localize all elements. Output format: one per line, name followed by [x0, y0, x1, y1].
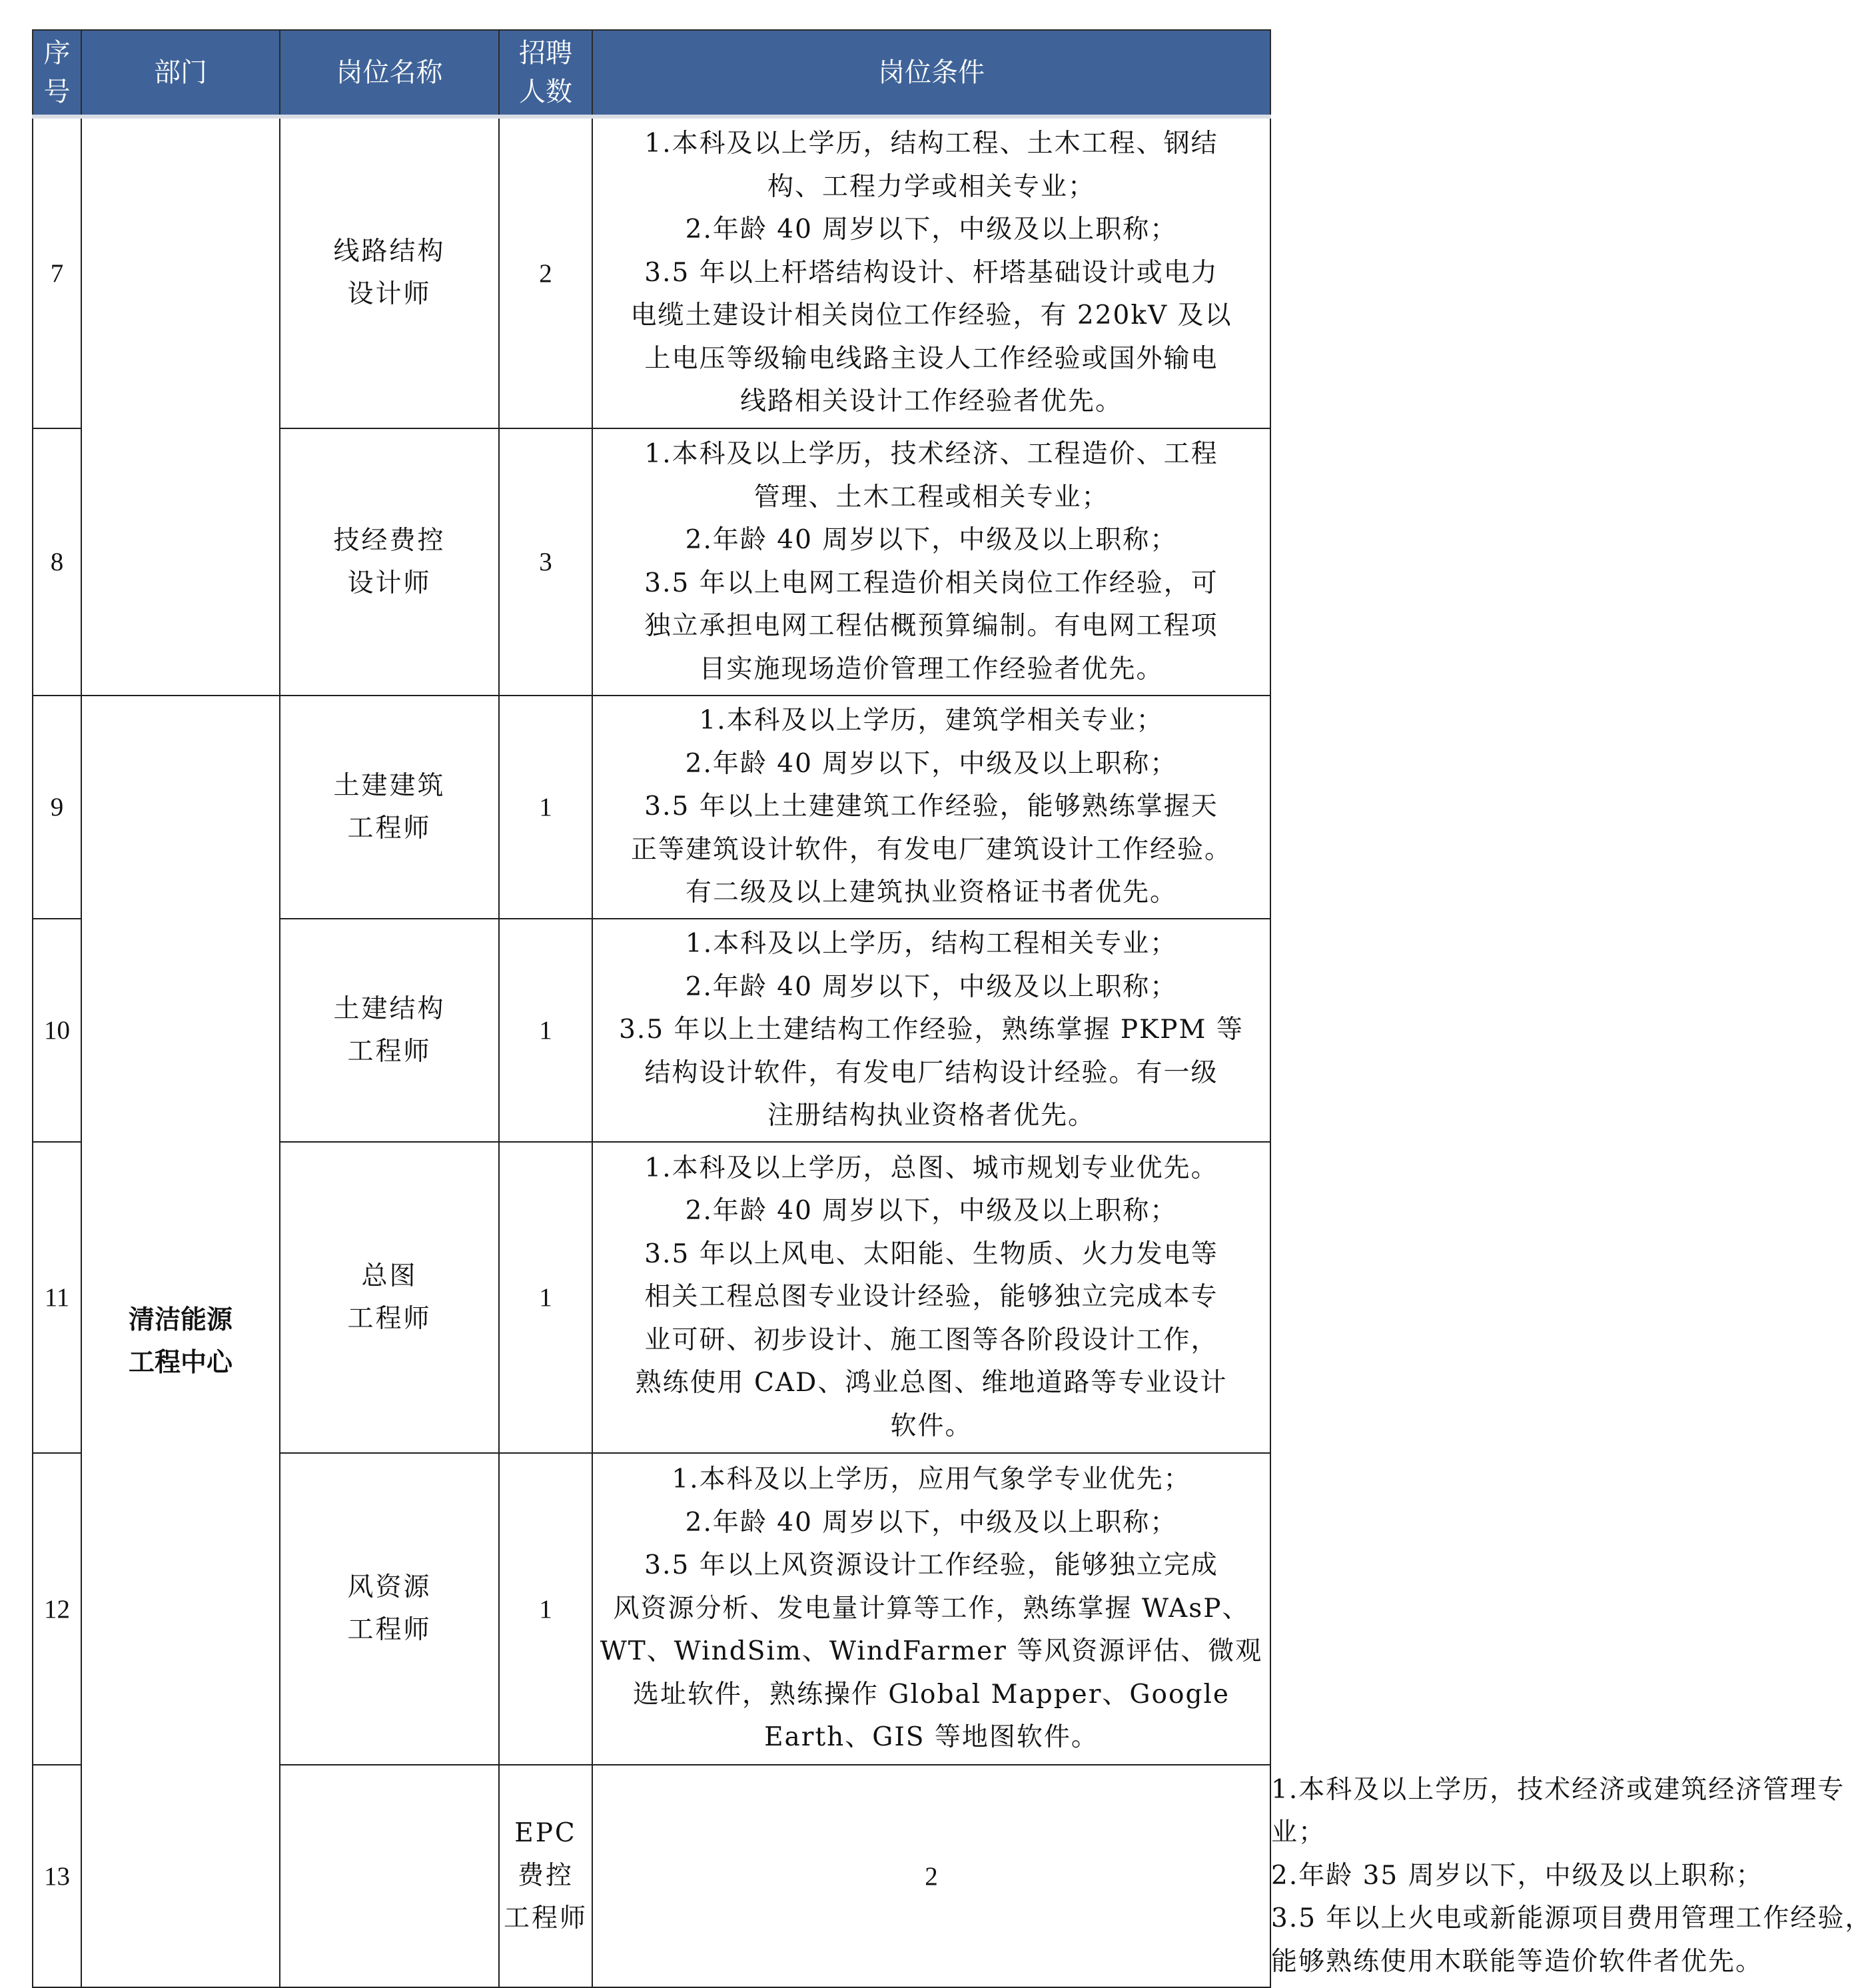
table-row: [33, 117, 1270, 428]
header-position: 岗位名称: [280, 30, 499, 117]
row-requirements: 1.本科及以上学历，技术经济、工程造价、工程 管理、土木工程或相关专业； 2.年龄 40 周岁以下，中级及以上职称； 3.5 年以上电网工程造价相关岗位工作经验，可 独立承担电网工程估概预算编制。有电网工程项 目实施现场造价管理工作经验者优先。: [592, 428, 1270, 696]
row-seq: 9: [33, 696, 81, 919]
header-requirements: 岗位条件: [592, 30, 1270, 117]
row-position: 风资源 工程师: [280, 1453, 499, 1765]
header-seq: 序 号: [33, 30, 81, 117]
row-requirements: 1.本科及以上学历，结构工程相关专业； 2.年龄 40 周岁以下，中级及以上职称； 3.5 年以上土建结构工作经验，熟练掌握 PKPM 等 结构设计软件，有发电厂结构设计经验。有一级 注册结构执业资格者优先。: [592, 919, 1270, 1142]
dept-cell-empty: [81, 117, 280, 696]
row-position: 技经费控 设计师: [280, 428, 499, 696]
row-count: 1: [499, 1142, 592, 1453]
row-count: 1: [499, 1453, 592, 1765]
dept-cell: 清洁能源 工程中心: [81, 696, 280, 1987]
header-count: 招聘 人数: [499, 30, 592, 117]
row-position: 土建结构 工程师: [280, 919, 499, 1142]
row-position: 总图 工程师: [280, 1142, 499, 1453]
row-seq: 13: [33, 1765, 81, 1987]
row-requirements: 1.本科及以上学历，建筑学相关专业； 2.年龄 40 周岁以下，中级及以上职称； 3.5 年以上土建建筑工作经验，能够熟练掌握天 正等建筑设计软件，有发电厂建筑设计工作经验。 有二级及以上建筑执业资格证书者优先。: [592, 696, 1270, 919]
table-row: [33, 696, 1270, 919]
row-count: 2: [592, 1765, 1270, 1987]
table-header-row: [33, 30, 1270, 117]
row-seq: 11: [33, 1142, 81, 1453]
row-position: EPC 费控 工程师: [499, 1765, 592, 1987]
job-table: [32, 29, 1872, 1988]
table-row: 13 EPC 费控 工程师 2 1.本科及以上学历，技术经济或建筑经济管理专 业； 2.年龄 35 周岁以下，中级及以上职称； 3.5 年以上火电或新能源项目费用管理工作经验， 能够熟练使用木联能等造价软件者优先。: [33, 1765, 1270, 1987]
row-requirements: 1.本科及以上学历，结构工程、土木工程、钢结 构、工程力学或相关专业； 2.年龄 40 周岁以下，中级及以上职称； 3.5 年以上杆塔结构设计、杆塔基础设计或电力 电缆土建设计相关岗位工作经验，有 220kV 及以 上电压等级输电线路主设人工作经验或国外输电 线路相关设计工作经验者优先。: [592, 117, 1270, 428]
row-position: 土建建筑 工程师: [280, 696, 499, 919]
row-seq: 7: [33, 117, 81, 428]
row-count: 1: [499, 696, 592, 919]
row-seq: 8: [33, 428, 81, 696]
row-requirements: 1.本科及以上学历，应用气象学专业优先； 2.年龄 40 周岁以下，中级及以上职称； 3.5 年以上风资源设计工作经验，能够独立完成 风资源分析、发电量计算等工作，熟练掌握 WAsP、 WT、WindSim、WindFarmer 等风资源评估、微观 选址软件，熟练操作 Global Mapper、Google Earth、GIS 等地图软件。: [592, 1453, 1270, 1765]
row-requirements: 1.本科及以上学历，总图、城市规划专业优先。 2.年龄 40 周岁以下，中级及以上职称； 3.5 年以上风电、太阳能、生物质、火力发电等 相关工程总图专业设计经验，能够独立完成本专 业可研、初步设计、施工图等各阶段设计工作， 熟练使用 CAD、鸿业总图、维地道路等专业设计 软件。: [592, 1142, 1270, 1453]
row-count: 3: [499, 428, 592, 696]
row-position: 线路结构 设计师: [280, 117, 499, 428]
row-seq: 12: [33, 1453, 81, 1765]
header-dept: 部门: [81, 30, 280, 117]
row-count: 1: [499, 919, 592, 1142]
row-count: 2: [499, 117, 592, 428]
row-seq: 10: [33, 919, 81, 1142]
dept-cell-empty: [280, 1765, 499, 1987]
